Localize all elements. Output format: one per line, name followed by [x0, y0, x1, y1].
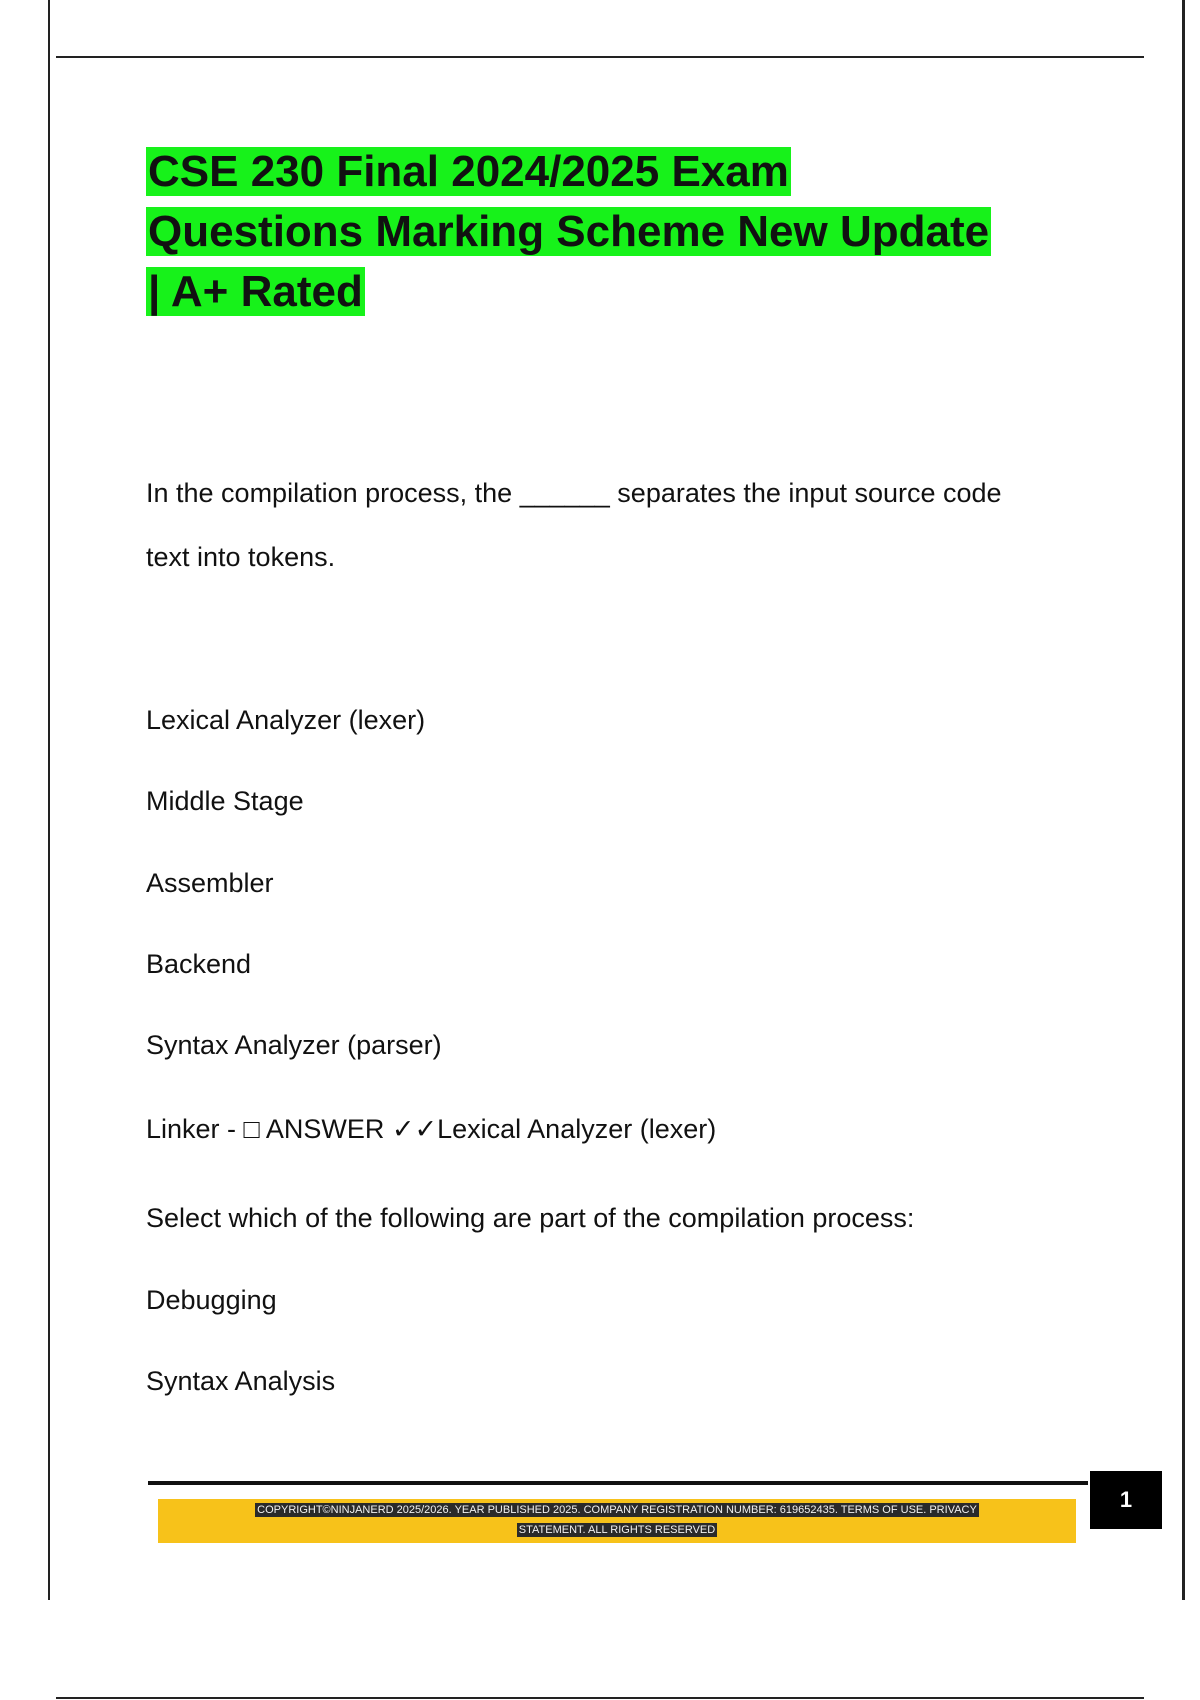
- page-border-left: [48, 0, 50, 1600]
- question-1-prompt-line-1: In the compilation process, the ______ separates the input source code: [146, 478, 1002, 508]
- question-2-prompt: Select which of the following are part of the compilation process:: [146, 1203, 915, 1233]
- title-line-1: CSE 230 Final 2024/2025 Exam: [148, 147, 789, 196]
- question-1-option: Assembler: [146, 868, 274, 898]
- question-2-option: Syntax Analysis: [146, 1366, 336, 1396]
- question-2-option: Debugging: [146, 1285, 277, 1315]
- title-line-3: | A+ Rated: [148, 267, 363, 316]
- question-1-option: Middle Stage: [146, 786, 304, 816]
- question-1-option: Backend: [146, 949, 252, 979]
- question-1-prompt-line-2: text into tokens.: [146, 542, 336, 572]
- footer-copyright-line-2: STATEMENT. ALL RIGHTS RESERVED: [518, 1524, 716, 1536]
- question-1-option: Syntax Analyzer (parser): [146, 1030, 442, 1060]
- footer-rule: [148, 1481, 1088, 1485]
- question-1-option: Lexical Analyzer (lexer): [146, 705, 426, 735]
- header-rule: [56, 56, 1144, 58]
- page-number: 1: [1090, 1471, 1162, 1529]
- title-line-2: Questions Marking Scheme New Update: [148, 207, 990, 256]
- next-page-rule: [56, 1697, 1144, 1699]
- document-title: [146, 142, 1106, 322]
- footer-copyright-line-1: COPYRIGHT©NINJANERD 2025/2026. YEAR PUBLISHED 2025. COMPANY REGISTRATION NUMBER: 619652435. TERMS OF USE. PRIVACY: [257, 1504, 977, 1516]
- footer-copyright: [160, 1500, 1074, 1540]
- question-1-option-with-answer: Linker - □ ANSWER ✓✓Lexical Analyzer (lexer): [146, 1114, 717, 1144]
- page-border-right: [1182, 0, 1185, 1600]
